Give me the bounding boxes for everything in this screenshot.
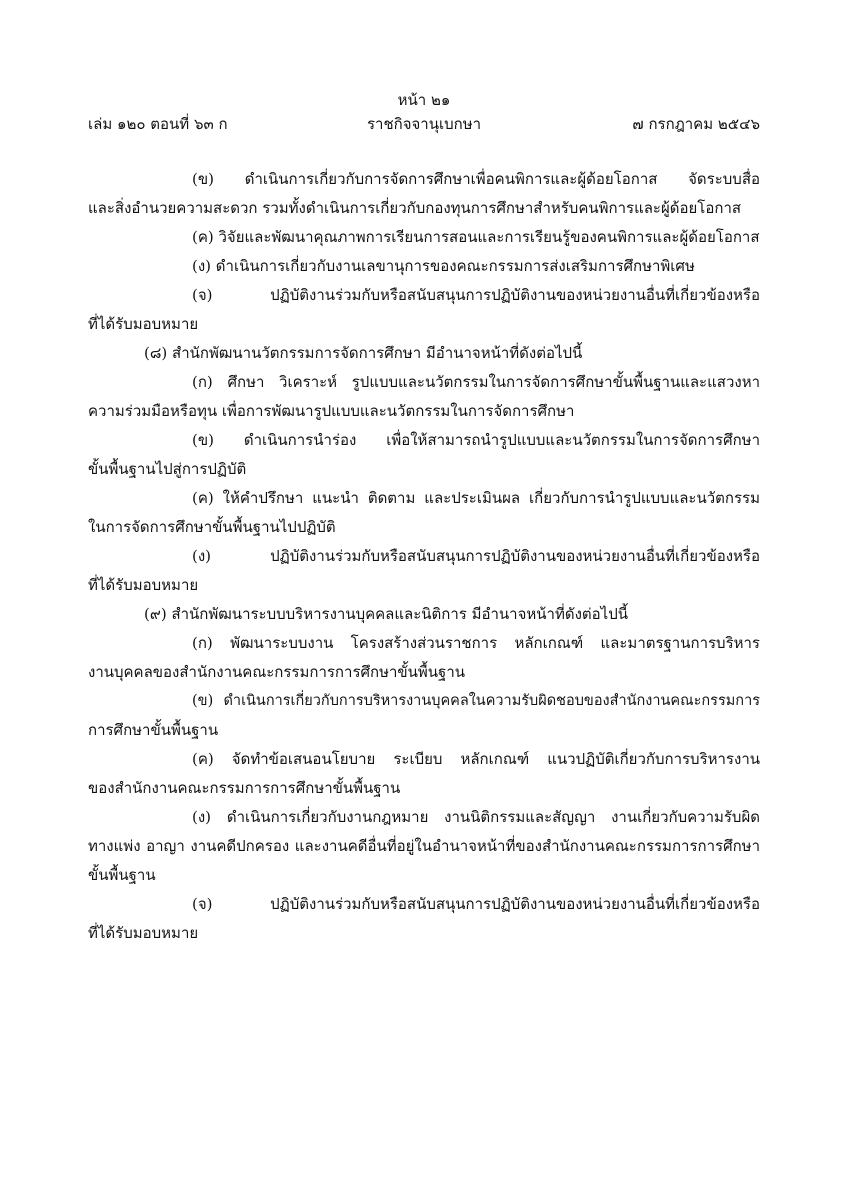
section-9-item-a: (ก) พัฒนาระบบงาน โครงสร้างส่วนราชการ หลักเกณฑ์ และมาตรฐานการบริหาร (192, 634, 760, 652)
publication-date: ๗ กรกฎาคม ๒๕๔๖ (632, 115, 760, 133)
section-8-item-c-continuation: ในการจัดการศึกษาขั้นพื้นฐานไปปฏิบัติ (88, 518, 336, 536)
volume-issue: เล่ม ๑๒๐ ตอนที่ ๖๓ ก (88, 115, 228, 133)
section-9-heading: (๙) สำนักพัฒนาระบบบริหารงานบุคคลและนิติการ มีอำนาจหน้าที่ดังต่อไปนี้ (144, 605, 628, 623)
section-8-item-b-continuation: ขั้นพื้นฐานไปสู่การปฏิบัติ (88, 460, 247, 478)
item-e-cooperation: (จ) ปฏิบัติงานร่วมกับหรือสนับสนุนการปฏิบัติงานของหน่วยงานอื่นที่เกี่ยวข้องหรือ (192, 286, 760, 304)
section-9-item-b-continuation: การศึกษาขั้นพื้นฐาน (88, 721, 219, 739)
section-8-item-d: (ง) ปฏิบัติงานร่วมกับหรือสนับสนุนการปฏิบัติงานของหน่วยงานอื่นที่เกี่ยวข้องหรือ (192, 547, 760, 565)
section-9-item-e: (จ) ปฏิบัติงานร่วมกับหรือสนับสนุนการปฏิบัติงานของหน่วยงานอื่นที่เกี่ยวข้องหรือ (192, 895, 760, 913)
section-9-item-b: (ข) ดำเนินการเกี่ยวกับการบริหารงานบุคคลในความรับผิดชอบของสำนักงานคณะกรรมการ (192, 693, 760, 709)
section-9-item-c: (ค) จัดทำข้อเสนอนโยบาย ระเบียบ หลักเกณฑ์ แนวปฏิบัติเกี่ยวกับการบริหารงาน (192, 750, 760, 768)
item-d-secretariat: (ง) ดำเนินการเกี่ยวกับงานเลขานุการของคณะกรรมการส่งเสริมการศึกษาพิเศษ (192, 257, 695, 275)
item-e-continuation: ที่ได้รับมอบหมาย (88, 315, 199, 333)
section-9-item-d-line-3: ขั้นพื้นฐาน (88, 866, 156, 884)
gazette-name: ราชกิจจานุเบกษา (366, 115, 482, 133)
section-9-item-e-continuation: ที่ได้รับมอบหมาย (88, 924, 199, 942)
section-8-item-c: (ค) ให้คำปรึกษา แนะนำ ติดตาม และประเมินผล เกี่ยวกับการนำรูปแบบและนวัตกรรม (192, 489, 760, 507)
section-9-item-a-continuation: งานบุคคลของสำนักงานคณะกรรมการการศึกษาขั้นพื้นฐาน (88, 663, 466, 681)
page-number: หน้า ๒๑ (397, 91, 451, 109)
section-8-item-a: (ก) ศึกษา วิเคราะห์ รูปแบบและนวัตกรรมในการจัดการศึกษาขั้นพื้นฐานและแสวงหา (192, 373, 760, 391)
section-9-item-c-continuation: ของสำนักงานคณะกรรมการการศึกษาขั้นพื้นฐาน (88, 779, 401, 797)
header-row (88, 112, 760, 136)
item-b-continuation: และสิ่งอำนวยความสะดวก รวมทั้งดำเนินการเกี่ยวกับกองทุนการศึกษาสำหรับคนพิการและผู้ด้อยโอกาส (88, 199, 742, 217)
page-header (88, 88, 760, 136)
section-8-item-b: (ข) ดำเนินการนำร่อง เพื่อให้สามารถนำรูปแบบและนวัตกรรมในการจัดการศึกษา (192, 431, 760, 449)
section-9-item-d-line-2: ทางแพ่ง อาญา งานคดีปกครอง และงานคดีอื่นที่อยู่ในอำนาจหน้าที่ของสำนักงานคณะกรรมการการศึกษา (88, 837, 760, 855)
item-c-research: (ค) วิจัยและพัฒนาคุณภาพการเรียนการสอนและการเรียนรู้ของคนพิการและผู้ด้อยโอกาส (192, 228, 760, 246)
section-8-item-a-continuation: ความร่วมมือหรือทุน เพื่อการพัฒนารูปแบบและนวัตกรรมในการจัดการศึกษา (88, 402, 575, 420)
section-8-heading: (๘) สำนักพัฒนานวัตกรรมการจัดการศึกษา มีอำนาจหน้าที่ดังต่อไปนี้ (144, 344, 583, 362)
item-b-disabled-education: (ข) ดำเนินการเกี่ยวกับการจัดการศึกษาเพื่อคนพิการและผู้ด้อยโอกาส จัดระบบสื่อ (192, 170, 760, 188)
section-9-item-d: (ง) ดำเนินการเกี่ยวกับงานกฎหมาย งานนิติกรรมและสัญญา งานเกี่ยวกับความรับผิด (192, 808, 760, 826)
section-8-item-d-continuation: ที่ได้รับมอบหมาย (88, 576, 199, 594)
document-body (88, 165, 760, 948)
